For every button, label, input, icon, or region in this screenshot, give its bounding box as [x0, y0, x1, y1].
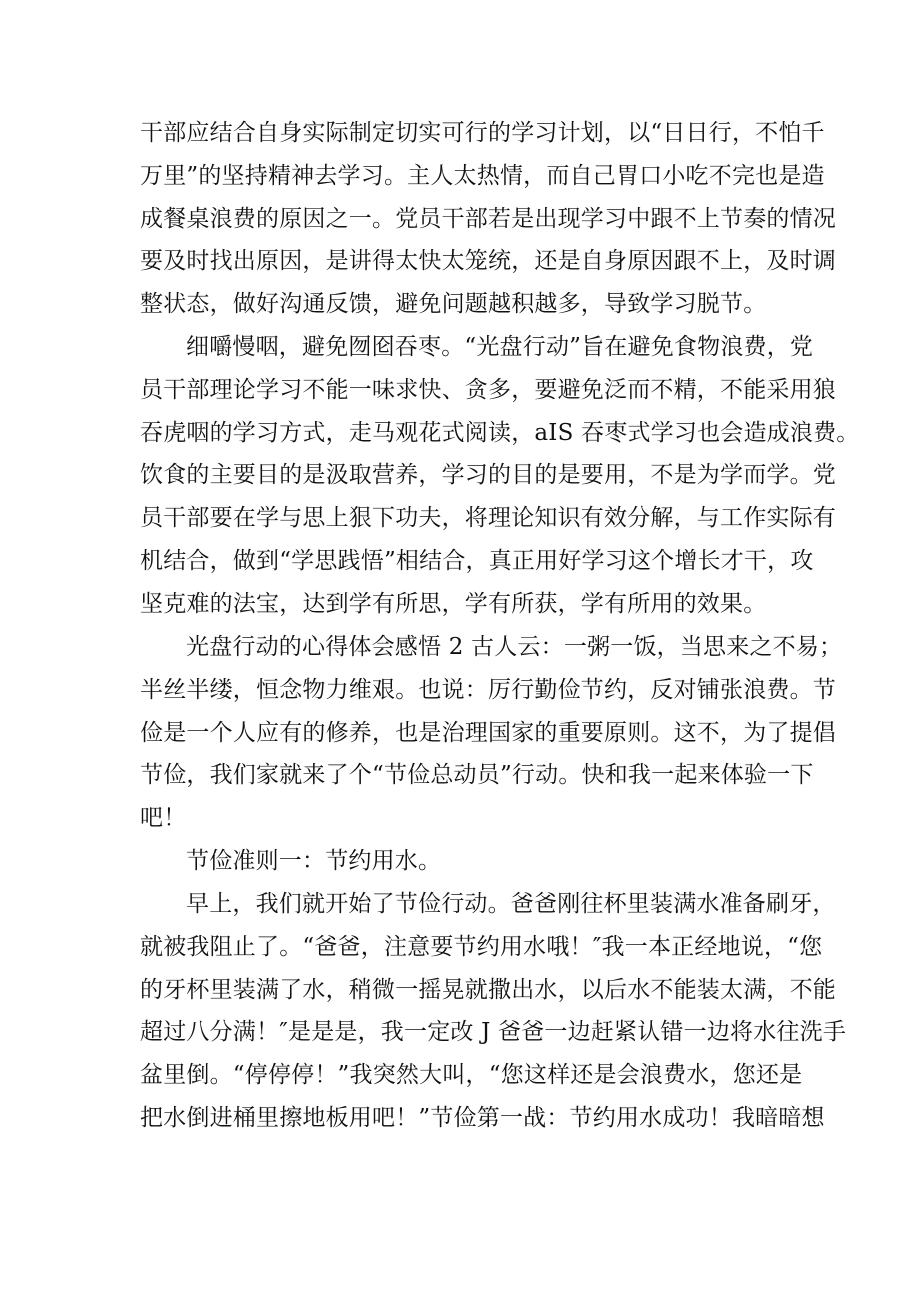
- text-line: 节俭，我们家就来了个“节俭总动员”行动。快和我一起来体验一下: [140, 762, 814, 789]
- text-line: 光盘行动的心得体会感悟 2 古人云：一粥一饭，当思来之不易；: [186, 634, 843, 660]
- text-line: 整状态，做好沟通反馈，避免问题越积越多，导致学习脱节。: [140, 291, 767, 318]
- text-line: 成餐桌浪费的原因之一。党员干部若是出现学习中跟不上节奏的情况: [140, 205, 836, 232]
- text-line: 坚克难的法宝，达到学有所思，学有所获，学有所用的效果。: [140, 590, 767, 617]
- text-line: 员干部理论学习不能一味求快、贪多，要避免泛而不精，不能采用狼: [140, 376, 836, 403]
- text-line: 早上，我们就开始了节俭行动。爸爸刚往杯里装满水准备刷牙，: [186, 891, 836, 917]
- text-line: 超过八分满！″是是是，我一定改 J 爸爸一边赶紧认错一边将水往洗手: [140, 1019, 847, 1046]
- text-line: 吧！: [140, 805, 187, 832]
- text-line: 员干部要在学与思上狠下功夫，将理论知识有效分解，与工作实际有: [140, 505, 836, 532]
- text-line: 就被我阻止了。“爸爸，注意要节约用水哦！″我一本正经地说，“您: [140, 933, 823, 960]
- paragraph-reflection-2: [140, 626, 843, 840]
- text-line: 万里”的坚持精神去学习。主人太热情，而自己胃口小吃不完也是造: [140, 162, 825, 189]
- text-line: 饮食的主要目的是汲取营养，学习的目的是要用，不是为学而学。党: [140, 462, 836, 489]
- paragraph-rule-one: [140, 840, 796, 883]
- text-line: 节俭准则一：节约用水。: [186, 848, 442, 874]
- text-line: 的牙杯里装满了水，稍微一摇晃就撒出水，以后水不能装太满，不能: [140, 976, 836, 1003]
- text-line: 把水倒进桶里擦地板用吧！”节俭第一战：节约用水成功！我暗暗想: [140, 1104, 825, 1131]
- text-line: 半丝半缕，恒念物力维艰。也说：厉行勤俭节约，反对铺张浪费。节: [140, 676, 836, 703]
- paragraph-study-plan: [140, 112, 836, 326]
- paragraph-morning-water: [140, 883, 847, 1140]
- text-line: 细嚼慢咽，避免囫囵吞枣。“光盘行动”旨在避免食物浪费，党: [186, 334, 814, 360]
- text-line: 俭是一个人应有的修养，也是治理国家的重要原则。这不，为了提倡: [140, 719, 836, 746]
- text-line: 吞虎咽的学习方式，走马观花式阅读，aIS 吞枣式学习也会造成浪费。: [140, 419, 860, 446]
- paragraph-chew-slowly: [140, 326, 860, 626]
- text-line: 机结合，做到“学思践悟”相结合，真正用好学习这个增长才干，攻: [140, 547, 814, 574]
- text-line: 要及时找出原因，是讲得太快太笼统，还是自身原因跟不上，及时调: [140, 248, 836, 275]
- text-line: 干部应结合自身实际制定切实可行的学习计划，以“日日行，不怕千: [140, 120, 825, 146]
- text-line: 盆里倒。“停停停！”我突然大叫，“您这样还是会浪费水，您还是: [140, 1062, 803, 1089]
